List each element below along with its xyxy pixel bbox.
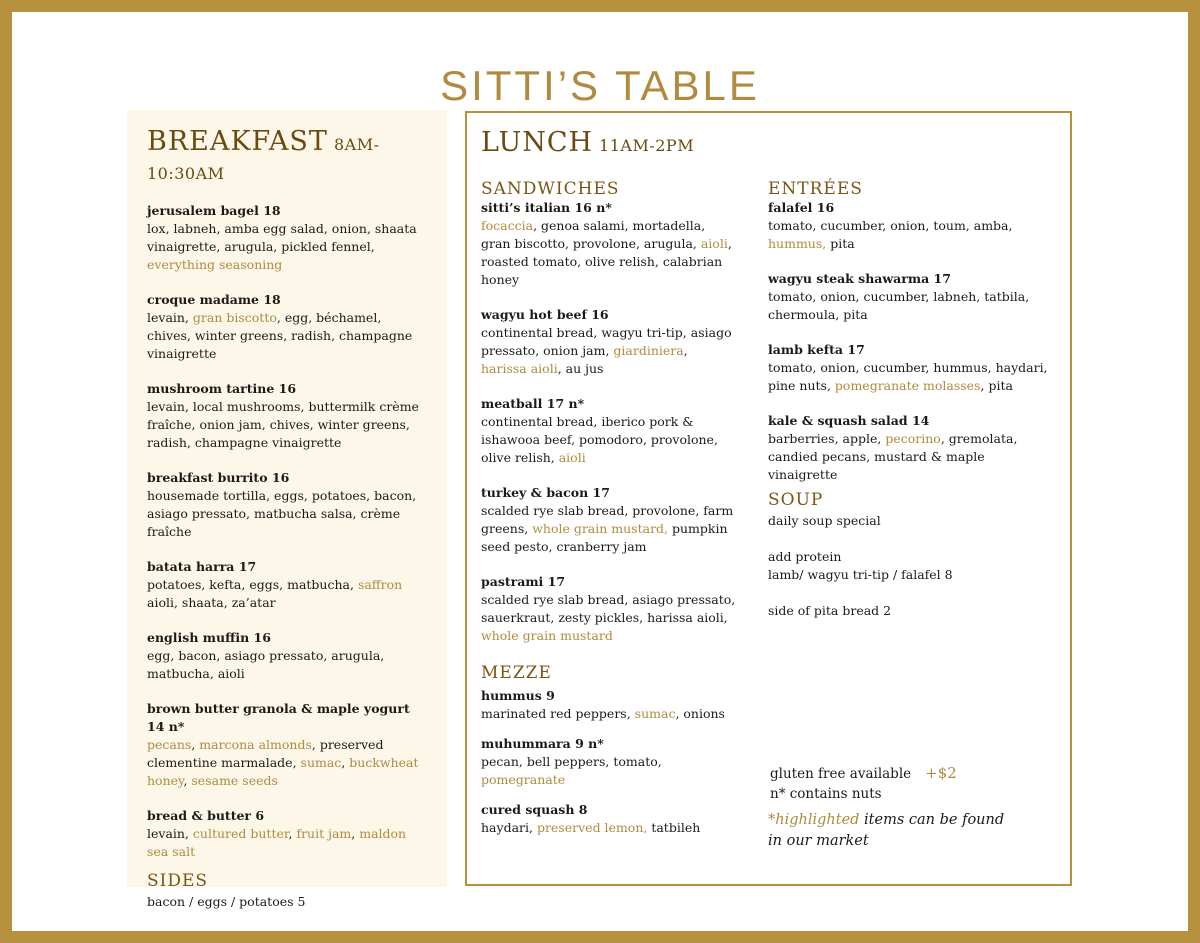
- gluten-free-surcharge: +$2: [925, 764, 957, 782]
- menu-item-description: [481, 705, 737, 723]
- market-highlight: whole grain mustard: [481, 628, 613, 643]
- menu-item: [147, 291, 427, 363]
- description-text: , onions: [675, 706, 725, 721]
- market-highlight: buckwheat honey: [147, 755, 419, 788]
- menu-item-name: lamb kefta 17: [768, 342, 865, 357]
- menu-item-description: [147, 736, 427, 790]
- market-highlight: everything seasoning: [147, 257, 283, 272]
- description-text: ,: [288, 826, 297, 841]
- description-text: ,: [351, 826, 360, 841]
- description-text: egg, bacon, asiago pressato, arugula, matbucha, aioli: [147, 648, 385, 681]
- description-text: , egg, béchamel, chives, winter greens, radish, champagne vinaigrette: [147, 310, 413, 361]
- menu-item-description: [147, 398, 427, 452]
- menu-item: [481, 199, 737, 289]
- menu-item-description: [147, 576, 427, 612]
- sandwich-items: [481, 199, 737, 645]
- highlighted-rest: items can be found: [859, 812, 1005, 828]
- menu-item-description: [147, 825, 427, 861]
- menu-item-description: [147, 647, 427, 683]
- market-highlight: hummus,: [768, 236, 827, 251]
- lunch-left-column: [481, 179, 737, 837]
- menu-item-name: cured squash 8: [481, 802, 588, 817]
- menu-item-name: jerusalem bagel 18: [147, 203, 281, 218]
- nuts-note: n* contains nuts: [770, 786, 882, 802]
- menu-item: [768, 341, 1058, 395]
- menu-item-description: [768, 288, 1058, 324]
- menu-item-name: croque madame 18: [147, 292, 281, 307]
- menu-item: [768, 199, 1058, 253]
- entree-items: [768, 199, 1058, 484]
- menu-item-name: breakfast burrito 16: [147, 470, 290, 485]
- description-text: tatbileh: [647, 820, 701, 835]
- breakfast-title: BREAKFAST: [147, 126, 328, 157]
- menu-item: [481, 306, 737, 378]
- menu-item-name: wagyu steak shawarma 17: [768, 271, 951, 286]
- description-text: levain, local mushrooms, buttermilk crème fraîche, onion jam, chives, winter greens, radish, champagne vinaigrette: [147, 399, 419, 450]
- menu-item: [147, 700, 427, 790]
- soup-heading: SOUP: [768, 490, 824, 510]
- highlighted-word: *highlighted: [768, 812, 860, 828]
- market-highlight: marcona almonds: [199, 737, 312, 752]
- breakfast-heading: [147, 126, 427, 185]
- menu-item-name: turkey & bacon 17: [481, 485, 610, 500]
- description-text: , pita: [980, 378, 1013, 393]
- menu-item-name: hummus 9: [481, 688, 555, 703]
- menu-item: [147, 558, 427, 612]
- description-text: scalded rye slab bread, asiago pressato, sauerkraut, zesty pickles, harissa aioli,: [481, 592, 736, 625]
- menu-item-description: [481, 502, 737, 556]
- description-text: ,: [683, 343, 688, 358]
- menu-item-name: falafel 16: [768, 200, 835, 215]
- menu-item-description: [481, 819, 737, 837]
- mezze-heading: MEZZE: [481, 663, 552, 683]
- menu-item-description: [768, 359, 1058, 395]
- menu-item-name: batata harra 17: [147, 559, 257, 574]
- market-highlight: pecans: [147, 737, 192, 752]
- market-note: [768, 810, 1058, 831]
- menu-item: [481, 687, 737, 723]
- entrees-heading: ENTRÉES: [768, 179, 863, 199]
- soup-protein-options: lamb/ wagyu tri-tip / falafel 8: [768, 567, 953, 582]
- market-highlight: whole grain mustard,: [532, 521, 669, 536]
- soup-add-protein: add protein: [768, 549, 842, 564]
- menu-item-name: kale & squash salad 14: [768, 413, 930, 428]
- description-text: levain,: [147, 310, 193, 325]
- sandwiches-heading: SANDWICHES: [481, 179, 620, 199]
- description-text: , genoa salami, mortadella, gran biscotto, provolone, arugula,: [481, 218, 706, 251]
- description-text: , gremolata, candied pecans, mustard & maple vinaigrette: [768, 431, 1018, 482]
- description-text: , preserved clementine marmalade,: [147, 737, 384, 770]
- menu-item-name: english muffin 16: [147, 630, 271, 645]
- lunch-title: LUNCH: [481, 127, 594, 158]
- menu-item-description: [481, 591, 737, 645]
- menu-item-name: pastrami 17: [481, 574, 566, 589]
- description-text: levain,: [147, 826, 193, 841]
- description-text: lox, labneh, amba egg salad, onion, shaata vinaigrette, arugula, pickled fennel,: [147, 221, 417, 254]
- menu-page: [12, 12, 1188, 931]
- description-text: , au jus: [557, 361, 604, 376]
- description-text: potatoes, kefta, eggs, matbucha,: [147, 577, 358, 592]
- description-text: tomato, onion, cucumber, labneh, tatbila, chermoula, pita: [768, 289, 1030, 322]
- market-highlight: aioli: [558, 450, 586, 465]
- menu-item: [768, 412, 1058, 484]
- menu-item: [147, 380, 427, 452]
- menu-item-description: [481, 324, 737, 378]
- market-highlight: maldon sea salt: [147, 826, 407, 859]
- menu-item-description: [481, 217, 737, 289]
- market-highlight: pomegranate: [481, 772, 566, 787]
- market-highlight: saffron: [357, 577, 403, 592]
- gluten-free-note: [768, 763, 1058, 784]
- description-text: continental bread, wagyu tri-tip, asiago pressato, onion jam,: [481, 325, 732, 358]
- description-text: tomato, onion, cucumber, hummus, haydari, pine nuts,: [768, 360, 1048, 393]
- description-text: barberries, apple,: [768, 431, 886, 446]
- description-text: haydari,: [481, 820, 537, 835]
- description-text: continental bread, iberico pork & ishawooa beef, pomodoro, provolone, olive relish,: [481, 414, 718, 465]
- menu-item-name: sitti’s italian 16 n*: [481, 200, 612, 215]
- menu-item: [147, 629, 427, 683]
- menu-item: [768, 270, 1058, 324]
- menu-item: [481, 801, 737, 837]
- breakfast-panel: [127, 110, 447, 909]
- menu-item-description: [481, 413, 737, 467]
- menu-item-description: [768, 217, 1058, 253]
- menu-item: [147, 202, 427, 274]
- menu-item-name: mushroom tartine 16: [147, 381, 297, 396]
- menu-item: [481, 395, 737, 467]
- menu-item: [481, 735, 737, 789]
- sides-text: bacon / eggs / potatoes 5: [147, 894, 306, 909]
- market-highlight: sesame seeds: [191, 773, 278, 788]
- menu-item: [147, 469, 427, 541]
- description-text: , roasted tomato, olive relish, calabrian honey: [481, 236, 732, 287]
- menu-item-name: wagyu hot beef 16: [481, 307, 609, 322]
- market-highlight: cultured butter: [192, 826, 289, 841]
- market-highlight: gran biscotto: [192, 310, 277, 325]
- market-highlight: giardiniera: [613, 343, 684, 358]
- menu-item-description: [768, 430, 1058, 484]
- market-highlight: sumac: [300, 755, 342, 770]
- menu-item-name: brown butter granola & maple yogurt 14 n*: [147, 701, 410, 734]
- breakfast-items: [147, 202, 427, 861]
- market-highlight: aioli: [700, 236, 728, 251]
- lunch-hours: 11AM-2PM: [599, 136, 695, 155]
- menu-item: [481, 484, 737, 556]
- soup-daily: daily soup special: [768, 513, 881, 528]
- lunch-panel: [465, 111, 1072, 886]
- market-highlight: preserved lemon,: [536, 820, 648, 835]
- description-text: scalded rye slab bread, provolone, farm greens,: [481, 503, 734, 536]
- soup-pita-side: side of pita bread 2: [768, 603, 892, 618]
- lunch-right-column: [768, 179, 1058, 620]
- description-text: pumpkin seed pesto, cranberry jam: [481, 521, 728, 554]
- menu-item-name: meatball 17 n*: [481, 396, 585, 411]
- menu-item-description: [147, 487, 427, 541]
- menu-item: [147, 807, 427, 861]
- description-text: marinated red peppers,: [481, 706, 635, 721]
- mezze-items: [481, 687, 737, 837]
- lunch-notes: [768, 763, 1058, 852]
- menu-item-name: bread & butter 6: [147, 808, 265, 823]
- description-text: ,: [191, 737, 200, 752]
- description-text: tomato, cucumber, onion, toum, amba,: [768, 218, 1013, 233]
- menu-item-description: [481, 753, 737, 789]
- description-text: ,: [341, 755, 350, 770]
- menu-item: [481, 573, 737, 645]
- market-note-line2: in our market: [768, 833, 869, 849]
- market-highlight: pomegranate molasses: [834, 378, 981, 393]
- market-highlight: harissa aioli: [481, 361, 558, 376]
- market-highlight: focaccia: [481, 218, 534, 233]
- lunch-heading: [481, 127, 694, 158]
- breakfast-hours: 8AM-10:30AM: [147, 135, 380, 183]
- menu-item-description: [147, 309, 427, 363]
- description-text: aioli, shaata, za’atar: [147, 595, 276, 610]
- market-highlight: sumac: [634, 706, 676, 721]
- description-text: pita: [826, 236, 855, 251]
- menu-item-name: muhummara 9 n*: [481, 736, 604, 751]
- menu-item-description: [147, 220, 427, 274]
- market-highlight: fruit jam: [296, 826, 352, 841]
- description-text: ,: [183, 773, 192, 788]
- market-highlight: pecorino: [885, 431, 941, 446]
- sides-heading: SIDES: [147, 871, 209, 891]
- description-text: pecan, bell peppers, tomato,: [481, 754, 662, 769]
- gluten-free-text: gluten free available: [770, 766, 912, 782]
- page-title: SITTI’S TABLE: [440, 62, 760, 109]
- description-text: housemade tortilla, eggs, potatoes, bacon, asiago pressato, matbucha salsa, crème fraîche: [147, 488, 417, 539]
